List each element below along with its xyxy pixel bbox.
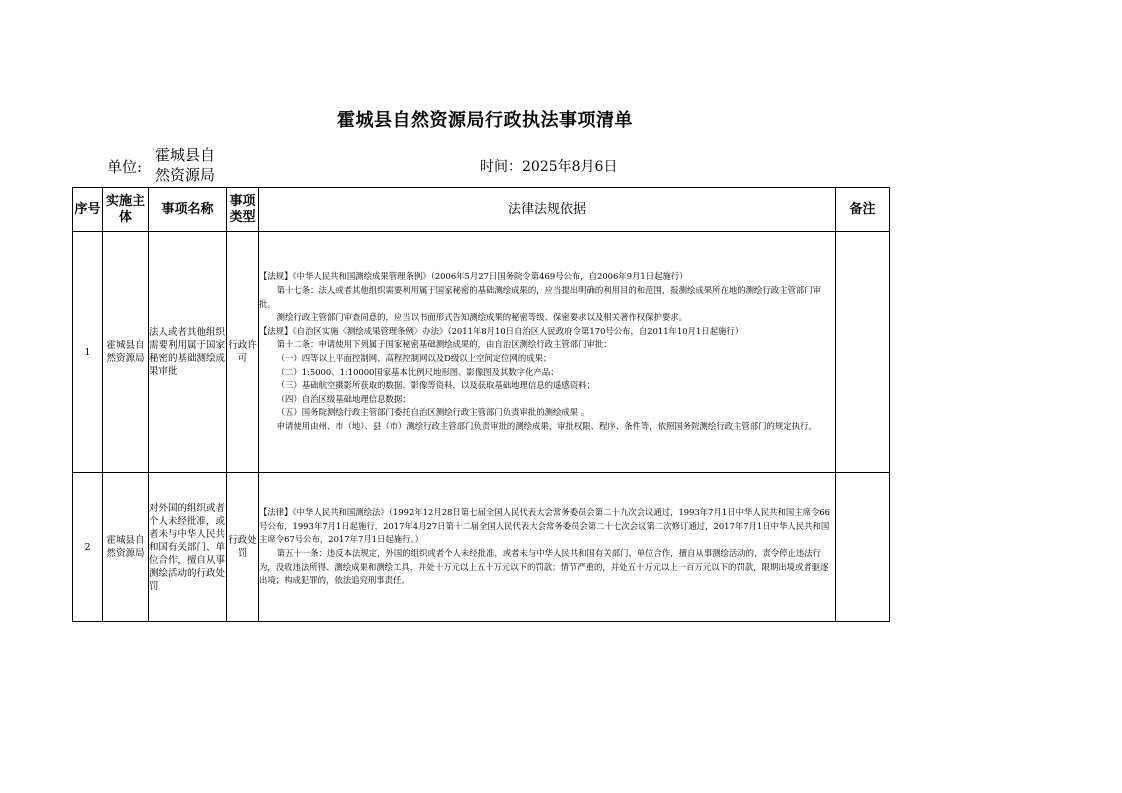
row-item-type: 行政许可 xyxy=(227,232,259,473)
law-paragraph: （二）1:5000、1:10000国家基本比例尺地形图、影像图及其数字化产品； xyxy=(276,366,559,377)
header-basis: 法律法规依据 xyxy=(259,188,836,232)
law-paragraph: 申请使用由州、市（地）、县（市）测绘行政主管部门负责审批的测绘成果，审批权限、程序、条件等，依照国务院测绘行政主管部门的规定执行。 xyxy=(276,420,817,431)
header-type: 事项类型 xyxy=(227,188,259,232)
row-subject: 霍城县自然资源局 xyxy=(103,473,149,622)
law-paragraph: （五）国务院测绘行政主管部门委托自治区测绘行政主管部门负责审批的测绘成果 。 xyxy=(276,407,590,418)
law-paragraph: 第十七条：法人或者其他组织需要利用属于国家秘密的基础测绘成果的，应当提出明确的利用目的和范围，报测绘成果所在地的测绘行政主管部门审批。 xyxy=(259,285,821,309)
page-title: 霍城县自然资源局行政执法事项清单 xyxy=(337,110,633,131)
law-paragraph: 测绘行政主管部门审查同意的，应当以书面形式告知测绘成果的秘密等级、保密要求以及相关著作权保护要求。 xyxy=(276,312,687,323)
row-seq: 1 xyxy=(73,232,103,473)
table-row xyxy=(73,473,890,622)
time-row xyxy=(480,156,617,176)
law-paragraph: （四）自治区级基础地理信息数据； xyxy=(276,393,411,404)
law-paragraph: 【法规】《自治区实施〈测绘成果管理条例〉办法》（2011年8月10日自治区人民政府令第170号公布，自2011年10月1日起施行） xyxy=(259,325,744,336)
enforcement-table xyxy=(72,187,890,622)
row-note xyxy=(836,232,890,473)
law-paragraph: 第十二条：申请使用下列属于国家秘密基础测绘成果的，由自治区测绘行政主管部门审批： xyxy=(276,339,612,350)
row-legal-basis xyxy=(259,473,836,622)
unit-label: 单位: xyxy=(107,158,143,176)
header-subject: 实施主体 xyxy=(103,188,149,232)
law-paragraph: （三）基础航空摄影所获取的数据、影像等资料，以及获取基础地理信息的遥感资料； xyxy=(276,380,595,391)
table-row xyxy=(73,232,890,473)
row-item-name: 对外国的组织或者个人未经批准，或者未与中华人民共和国有关部门、单位合作，擅自从事测绘活动的行政处罚 xyxy=(149,473,227,622)
header-note: 备注 xyxy=(836,188,890,232)
table-header-row xyxy=(73,188,890,232)
law-paragraph: （一）四等以上平面控制网、高程控制网以及D级以上空间定位网的成果； xyxy=(276,353,552,363)
row-subject: 霍城县自然资源局 xyxy=(103,232,149,473)
row-seq: 2 xyxy=(73,473,103,622)
law-paragraph: 【法规】《中华人民共和国测绘成果管理条例》（2006年5月27日国务院令第469号公布，自2006年9月1日起施行） xyxy=(259,271,688,282)
unit-value: 霍城县自然资源局 xyxy=(155,146,216,184)
time-label: 时间： xyxy=(480,159,522,175)
row-item-name: 法人或者其他组织需要利用属于国家秘密的基础测绘成果审批 xyxy=(149,232,227,473)
time-value: 2025年8月6日 xyxy=(522,159,618,175)
law-paragraph: 第五十一条：违反本法规定，外国的组织或者个人未经批准，或者未与中华人民共和国有关部门、单位合作，擅自从事测绘活动的，责令停止违法行为，没收违法所得、测绘成果和测绘工具，并处十万元以上五十万元以下的罚款；情节严重的，并处五十万元以上一百万元以下的罚款，限期出境或者驱逐出境；构成犯罪的，依法追究刑事责任。 xyxy=(259,548,829,586)
row-item-type: 行政处罚 xyxy=(227,473,259,622)
row-legal-basis xyxy=(259,232,836,473)
row-note xyxy=(836,473,890,622)
header-name: 事项名称 xyxy=(149,188,227,232)
header-seq: 序号 xyxy=(73,188,103,232)
law-paragraph: 【法律】《中华人民共和国测绘法》（1992年12月28日第七届全国人民代表大会常务委员会第二十九次会议通过，1993年7月1日中华人民共和国主席令66号公布，1993年7月1日起施行，2017年4月27日第十二届全国人民代表大会常务委员会第二十七次会议第二次修订通过，2017年7月1日中华人民共和国主席令67号公布，2017年7月1日起施行。） xyxy=(259,507,830,545)
